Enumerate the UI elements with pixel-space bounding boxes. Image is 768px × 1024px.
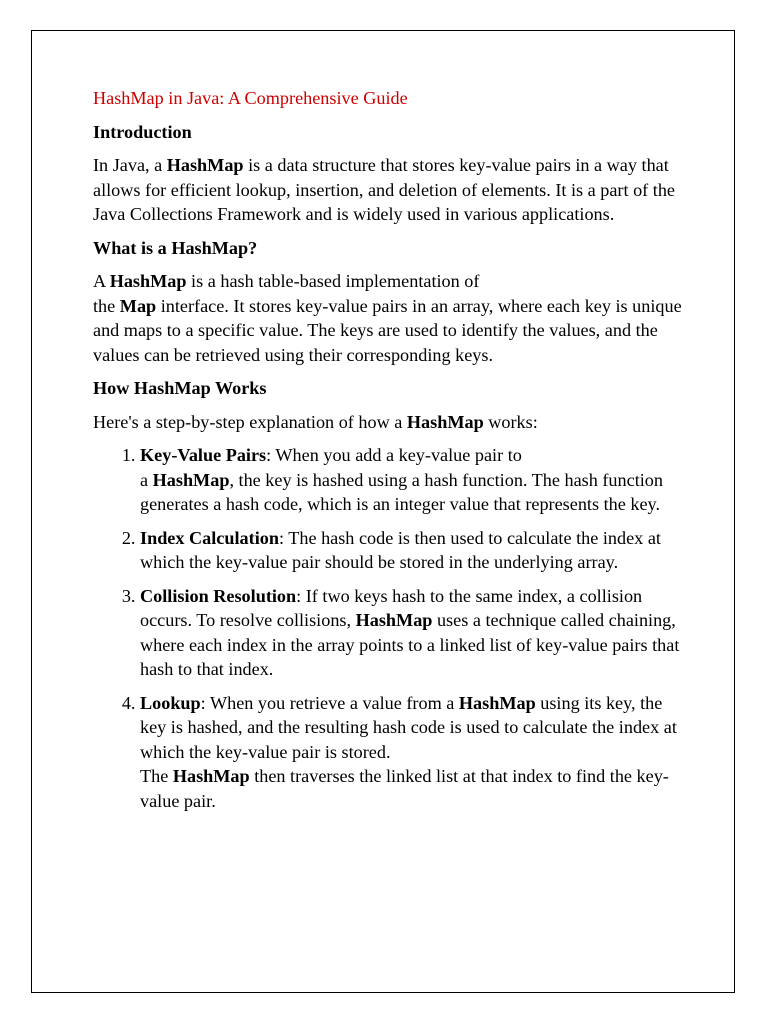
text-run: using its key, the key is hashed, and the resulting hash code is used to calculate the index at which the key-value pair is stored. — [140, 692, 677, 762]
bold-term: HashMap — [166, 155, 244, 175]
text-run: uses a technique called chaining, where each index in the array points to a linked list of key-value pairs that hash to that index. — [140, 610, 680, 679]
text-run: the — [93, 295, 120, 316]
text-run: is a data structure that stores key-value pairs in a way that allows for efficient lookup, insertion, and deletion of elements. It is a part of the Java Collections Framework and is widely used in various applications. — [93, 155, 676, 224]
bold-term: HashMap — [172, 766, 250, 786]
bold-term: HashMap — [355, 610, 433, 630]
bold-term: HashMap — [109, 271, 187, 291]
text-run: interface. It stores key-value pairs in an array, where each key is unique and maps to a specific value. The keys are used to identify the values, and the values can be retrieved using their corresponding keys. — [93, 295, 682, 365]
text-run: : When you retrieve a value from a — [200, 692, 459, 713]
list-item — [140, 443, 683, 517]
list-item — [140, 691, 683, 814]
text-run: A — [93, 271, 110, 291]
introduction-paragraph — [93, 153, 683, 227]
text-run: is a hash table-based implementation of — [186, 271, 480, 291]
bold-term: Lookup — [140, 692, 201, 713]
what-is-hashmap-paragraph — [93, 269, 683, 367]
text-run: works: — [483, 411, 538, 432]
text-run: The — [140, 766, 173, 786]
text-run: , the key is hashed using a hash function. The hash function generates a hash code, which is an integer value that represents the key. — [140, 469, 663, 514]
bold-term: Map — [119, 295, 157, 316]
text-run: : The hash code is then used to calculate the index at which the key-value pair should be stored in the underlying array. — [140, 527, 661, 572]
section-heading-what-is-hashmap: What is a HashMap? — [93, 237, 258, 258]
text-run: : When you add a key-value pair to — [266, 445, 522, 465]
list-item — [140, 526, 683, 575]
text-run: Here's a step-by-step explanation of how a — [93, 411, 407, 432]
text-run: : If two keys hash to the same index, a collision occurs. To resolve collisions, — [140, 585, 643, 630]
text-run: then traverses the linked list at that index to find the key-value pair. — [140, 766, 669, 811]
list-item — [140, 584, 683, 682]
text-run: In Java, a — [93, 155, 167, 175]
bold-term: HashMap — [458, 692, 536, 713]
bold-term: HashMap — [152, 469, 230, 490]
bold-term: Key-Value Pairs — [140, 445, 267, 465]
steps-list — [93, 443, 683, 813]
bold-term: HashMap — [406, 411, 484, 432]
bold-term: Collision Resolution — [140, 585, 297, 606]
section-heading-introduction: Introduction — [93, 121, 192, 142]
text-run: a — [140, 469, 153, 490]
bold-term: Index Calculation — [140, 527, 279, 548]
document-body — [93, 86, 683, 822]
section-heading-how-hashmap-works: How HashMap Works — [93, 378, 267, 398]
document-title: HashMap in Java: A Comprehensive Guide — [93, 88, 408, 108]
how-hashmap-works-paragraph — [93, 410, 683, 435]
